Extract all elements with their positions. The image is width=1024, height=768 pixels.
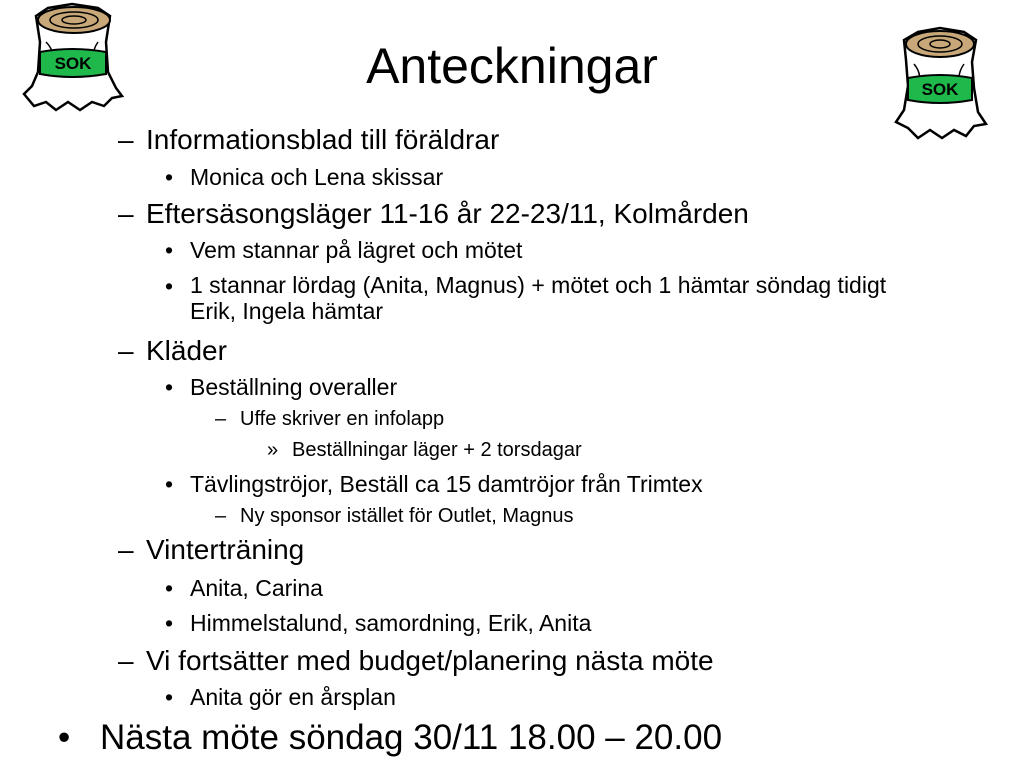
list-item-text: Anita, Carina <box>190 575 323 601</box>
bullet-marker: • <box>165 610 174 636</box>
list-item-text: Nästa möte söndag 30/11 18.00 – 20.00 <box>100 718 723 757</box>
bullet-marker: • <box>165 684 174 710</box>
bullet-marker: • <box>165 575 174 601</box>
logo-text-right: SOK <box>921 80 959 99</box>
list-item-text: Kläder <box>146 335 227 366</box>
bullet-marker: • <box>58 718 71 757</box>
bullet-marker: • <box>165 273 174 299</box>
slide-title: Anteckningar <box>366 38 658 94</box>
list-item-text: Ny sponsor istället för Outlet, Magnus <box>240 505 574 527</box>
bullet-marker: • <box>165 237 174 263</box>
bullet-marker: • <box>165 374 174 400</box>
dash-marker: – <box>215 408 227 430</box>
dash-marker: – <box>118 335 134 366</box>
dash-marker: – <box>215 505 227 527</box>
list-item-text: Eftersäsongsläger 11-16 år 22-23/11, Kolmården <box>146 198 749 229</box>
list-item-text: 1 stannar lördag (Anita, Magnus) + mötet och 1 hämtar söndag tidigt Erik, Ingela hämtar <box>190 272 887 324</box>
guillemet-marker: » <box>267 439 279 461</box>
list-item-text: Monica och Lena skissar <box>190 164 444 190</box>
list-item-text: Vi fortsätter med budget/planering nästa möte <box>146 645 714 676</box>
list-item-text: Beställning overaller <box>190 374 398 400</box>
list-item-text: Vinterträning <box>146 534 305 565</box>
list-item-text: Beställningar läger + 2 torsdagar <box>292 439 582 461</box>
dash-marker: – <box>118 534 134 565</box>
list-item-text: Himmelstalund, samordning, Erik, Anita <box>190 610 592 636</box>
list-item-text: Anita gör en årsplan <box>190 684 396 710</box>
logo-text-left: SOK <box>54 54 92 73</box>
list-item-text: Tävlingströjor, Beställ ca 15 damtröjor från Trimtex <box>190 471 703 497</box>
list-item-text: Informationsblad till föräldrar <box>146 124 500 155</box>
dash-marker: – <box>118 645 134 676</box>
dash-marker: – <box>118 124 134 155</box>
dash-marker: – <box>118 198 134 229</box>
bullet-marker: • <box>165 471 174 497</box>
list-item-text: Vem stannar på lägret och mötet <box>190 237 523 263</box>
bullet-marker: • <box>165 164 174 190</box>
list-item-text: Uffe skriver en infolapp <box>240 408 445 430</box>
